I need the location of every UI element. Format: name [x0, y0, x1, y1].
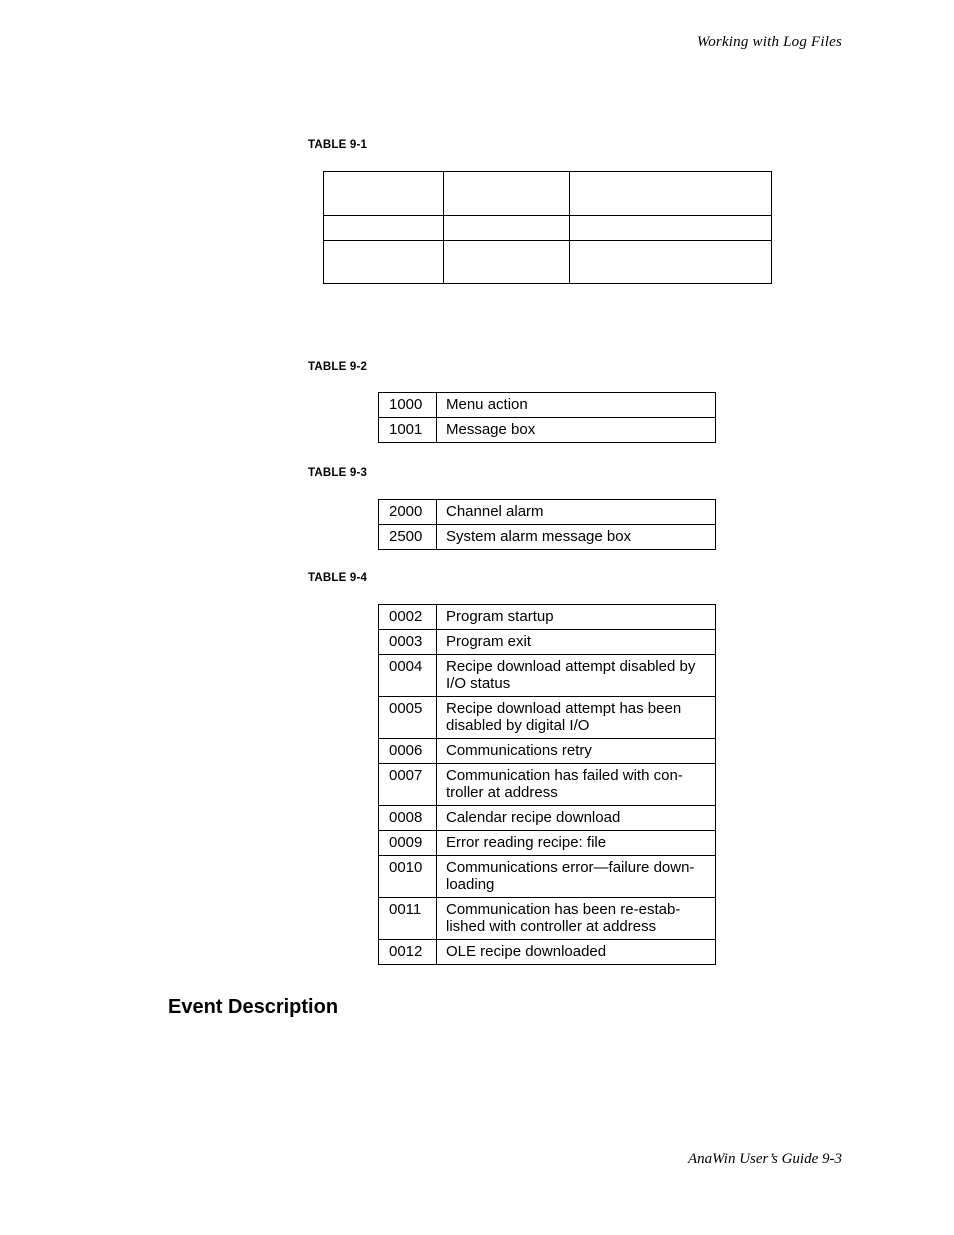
table-row	[379, 655, 716, 697]
event-description: Channel alarm	[437, 500, 716, 525]
table-row	[379, 856, 716, 898]
event-description: Error reading recipe: file	[437, 831, 716, 856]
table-row	[379, 940, 716, 965]
event-description: OLE recipe downloaded	[437, 940, 716, 965]
event-code: 0002	[379, 605, 437, 630]
event-description: Communication has failed with con-troller at address	[437, 764, 716, 806]
table-row	[379, 605, 716, 630]
event-description: Communications retry	[437, 739, 716, 764]
table-row	[324, 241, 772, 284]
event-description: Communication has been re-estab-lished with controller at address	[437, 898, 716, 940]
event-code: 0006	[379, 739, 437, 764]
event-code: 2000	[379, 500, 437, 525]
table-cell	[324, 216, 444, 241]
table-9-3	[378, 499, 716, 550]
event-code: 0004	[379, 655, 437, 697]
table-cell	[444, 241, 570, 284]
table-cell	[570, 241, 772, 284]
event-description: Program exit	[437, 630, 716, 655]
event-code: 1000	[379, 393, 437, 418]
table-9-2	[378, 392, 716, 443]
table-9-4	[378, 604, 716, 965]
event-description: Communications error—failure down-loading	[437, 856, 716, 898]
event-description: System alarm message box	[437, 525, 716, 550]
event-code: 2500	[379, 525, 437, 550]
event-description: Menu action	[437, 393, 716, 418]
running-header: Working with Log Files	[696, 34, 842, 50]
table-cell	[324, 241, 444, 284]
table-row	[379, 806, 716, 831]
event-code: 0010	[379, 856, 437, 898]
event-code: 0012	[379, 940, 437, 965]
table-row	[379, 831, 716, 856]
table-9-4-label: TABLE 9-4	[308, 572, 368, 584]
table-row	[324, 216, 772, 241]
event-description: Program startup	[437, 605, 716, 630]
event-code: 0007	[379, 764, 437, 806]
event-code: 0011	[379, 898, 437, 940]
table-row	[379, 393, 716, 418]
table-row	[324, 172, 772, 216]
event-code: 0003	[379, 630, 437, 655]
table-9-2-label: TABLE 9-2	[308, 361, 368, 373]
table-cell	[444, 216, 570, 241]
event-code: 0005	[379, 697, 437, 739]
table-cell	[570, 216, 772, 241]
table-row	[379, 500, 716, 525]
table-9-1-label: TABLE 9-1	[308, 139, 368, 151]
table-row	[379, 764, 716, 806]
table-cell	[570, 172, 772, 216]
table-cell	[324, 172, 444, 216]
event-code: 0008	[379, 806, 437, 831]
event-description: Recipe download attempt disabled by I/O status	[437, 655, 716, 697]
section-heading-event-description: Event Description	[168, 996, 339, 1018]
table-row	[379, 630, 716, 655]
table-9-3-label: TABLE 9-3	[308, 467, 368, 479]
table-row	[379, 898, 716, 940]
table-cell	[444, 172, 570, 216]
table-row	[379, 739, 716, 764]
event-description: Message box	[437, 418, 716, 443]
event-code: 0009	[379, 831, 437, 856]
event-description: Calendar recipe download	[437, 806, 716, 831]
running-footer: AnaWin User’s Guide 9-3	[687, 1151, 842, 1167]
event-description: Recipe download attempt has been disabled by digital I/O	[437, 697, 716, 739]
table-row	[379, 525, 716, 550]
table-row	[379, 697, 716, 739]
table-row	[379, 418, 716, 443]
table-9-1	[323, 171, 772, 284]
event-code: 1001	[379, 418, 437, 443]
